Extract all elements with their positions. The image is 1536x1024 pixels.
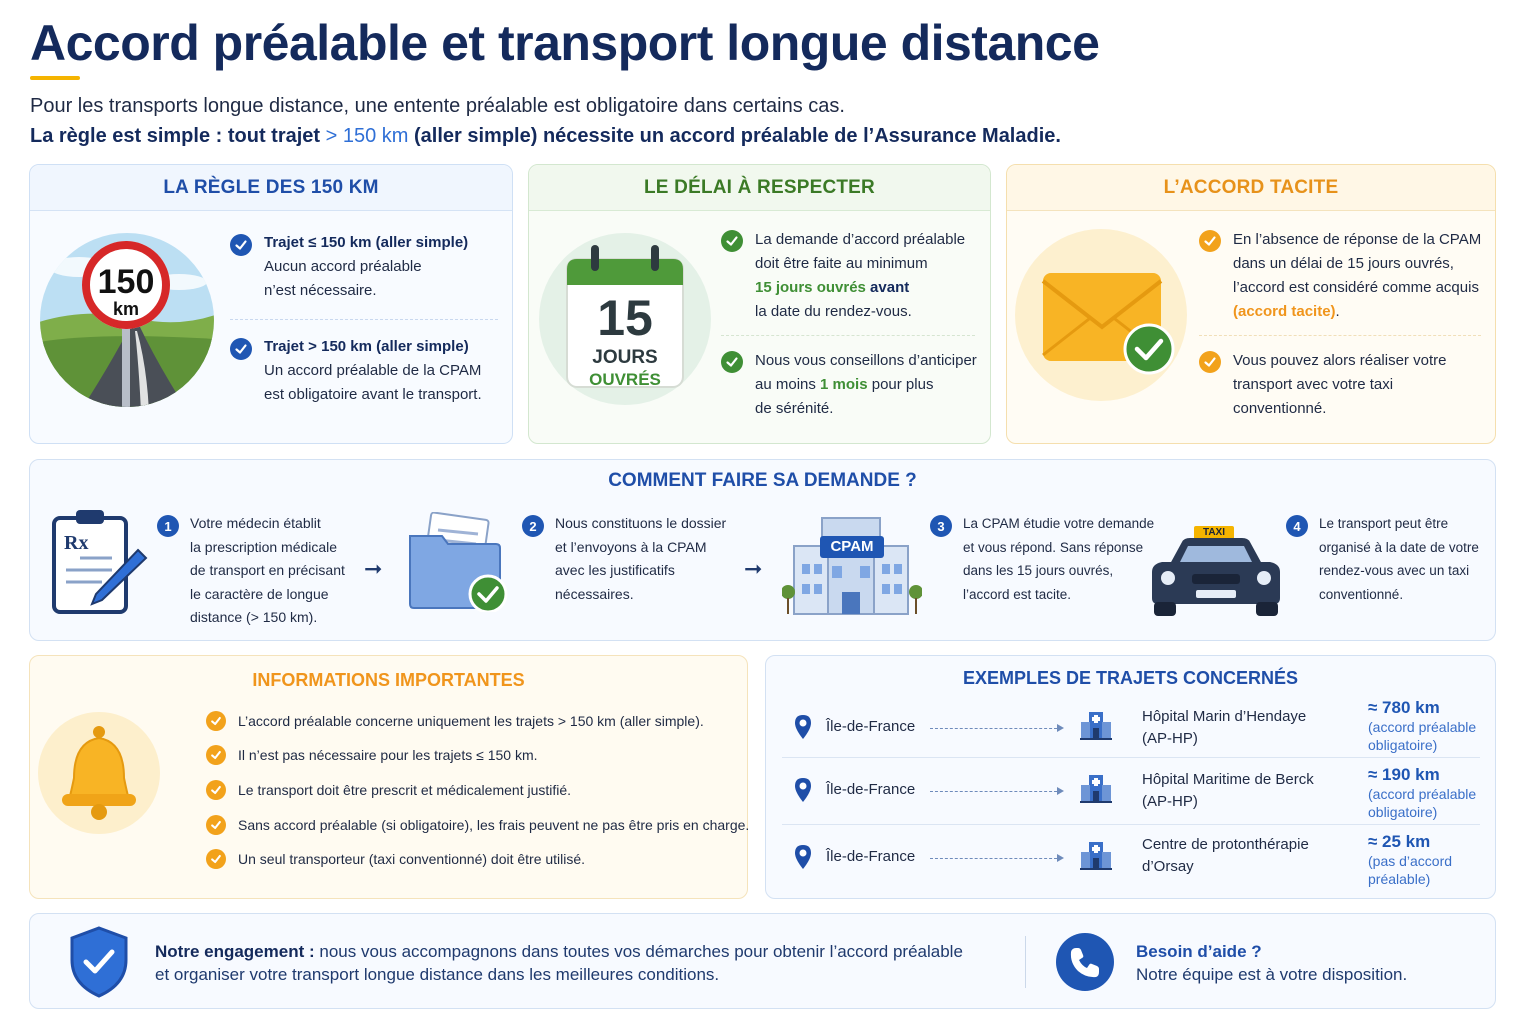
rule-card bbox=[29, 164, 513, 444]
tacit-item-1 bbox=[1233, 228, 1481, 324]
footer-card bbox=[29, 913, 1496, 1009]
step-3-line: l’accord est tacite. bbox=[963, 586, 1072, 602]
step-1-line: la prescription médicale bbox=[190, 538, 338, 555]
example-distance: ≈ 190 km bbox=[1368, 765, 1440, 784]
check-icon bbox=[206, 815, 226, 835]
calendar-line-1: JOURS bbox=[592, 347, 658, 368]
example-origin: Île-de-France bbox=[826, 718, 916, 735]
taxi-label: TAXI bbox=[1202, 527, 1226, 538]
info-item-text: Un seul transporteur (taxi conventionné) doit être utilisé. bbox=[238, 851, 586, 867]
example-note-line-2: obligatoire) bbox=[1368, 737, 1438, 753]
building-icon bbox=[782, 512, 922, 616]
help-description: Notre équipe est à votre disposition. bbox=[1136, 965, 1408, 984]
step-3-line: La CPAM étudie votre demande bbox=[963, 516, 1155, 531]
step-4-text bbox=[1319, 512, 1479, 606]
important-info-card bbox=[29, 655, 748, 899]
step-1-line: le caractère de longue bbox=[190, 585, 329, 602]
step-2-line: avec les justificatifs bbox=[555, 562, 675, 578]
example-origin: Île-de-France bbox=[826, 781, 916, 798]
info-item-text: Sans accord préalable (si obligatoire), les frais peuvent ne pas être pris en charge. bbox=[238, 817, 750, 833]
tacit-item-2 bbox=[1233, 349, 1446, 421]
road-sign-icon bbox=[39, 227, 215, 413]
rule-item-1-line-2: n’est nécessaire. bbox=[264, 282, 377, 299]
intro-line-2-b: (aller simple) nécessite un accord préalable de l’Assurance Maladie. bbox=[408, 125, 1061, 147]
help-text bbox=[1136, 940, 1407, 986]
step-2-line: nécessaires. bbox=[555, 585, 634, 602]
info-item bbox=[206, 711, 704, 731]
step-1-line: distance (> 150 km). bbox=[190, 609, 318, 625]
delay-item-2-line-2-b: pour plus bbox=[867, 376, 934, 393]
example-destination-line-2: d’Orsay bbox=[1142, 858, 1194, 875]
delay-item-2-line-1: Nous vous conseillons d’anticiper bbox=[755, 352, 977, 369]
delay-highlight: 15 jours ouvrés bbox=[755, 279, 866, 296]
info-item bbox=[206, 815, 749, 835]
step-4-line: Le transport peut être bbox=[1319, 516, 1449, 531]
arrow-icon: ➞ bbox=[744, 556, 763, 581]
info-item-text: L’accord préalable concerne uniquement les trajets > 150 km (aller simple). bbox=[238, 713, 704, 729]
engagement-text bbox=[155, 940, 963, 986]
delay-item-2-line-3: de sérénité. bbox=[755, 400, 834, 417]
hospital-icon bbox=[1080, 840, 1112, 875]
calendar-number: 15 bbox=[597, 290, 653, 346]
engagement-line-2: et organiser votre transport longue distance dans les meilleures conditions. bbox=[155, 965, 720, 984]
tacit-item-2-line-3: conventionné. bbox=[1233, 400, 1327, 417]
building-label: CPAM bbox=[830, 538, 874, 555]
engagement-line-1 bbox=[155, 940, 963, 963]
rule-card-title: LA RÈGLE DES 150 KM bbox=[30, 165, 512, 211]
location-pin-icon bbox=[794, 777, 812, 808]
tacit-item-1-line-4 bbox=[1233, 300, 1481, 324]
example-note bbox=[1368, 852, 1452, 888]
route-arrow bbox=[930, 791, 1062, 792]
rule-item-1 bbox=[264, 231, 468, 303]
check-icon bbox=[1199, 351, 1221, 373]
example-note-line-2: obligatoire) bbox=[1368, 804, 1438, 820]
taxi-icon bbox=[1146, 524, 1286, 618]
tacit-item-2-line-1: Vous pouvez alors réaliser votre bbox=[1233, 352, 1447, 369]
tacit-card-title: L’ACCORD TACITE bbox=[1007, 165, 1495, 211]
delay-item-1-line-2: doit être faite au minimum bbox=[755, 255, 928, 272]
example-destination-line-1: Hôpital Maritime de Berck bbox=[1142, 771, 1314, 788]
shield-check-icon bbox=[68, 926, 130, 1003]
intro-highlight: > 150 km bbox=[325, 125, 409, 147]
delay-item-1-line-3-b: avant bbox=[865, 279, 910, 296]
delay-item-1 bbox=[755, 228, 965, 324]
footer-divider bbox=[1025, 936, 1026, 988]
info-item bbox=[206, 849, 585, 869]
example-distance: ≈ 25 km bbox=[1368, 832, 1431, 851]
example-destination-line-1: Hôpital Marin d’Hendaye bbox=[1142, 708, 1307, 725]
step-1-line: Votre médecin établit bbox=[190, 515, 321, 531]
check-icon bbox=[230, 338, 252, 360]
sign-unit: km bbox=[112, 299, 139, 319]
intro-line-2 bbox=[30, 125, 1061, 148]
rule-item-2 bbox=[264, 335, 482, 407]
example-row bbox=[782, 826, 1480, 896]
check-icon bbox=[206, 780, 226, 800]
step-number-1: 1 bbox=[157, 515, 179, 537]
tacit-item-2-line-2: transport avec votre taxi bbox=[1233, 376, 1394, 393]
title-underline bbox=[30, 76, 80, 80]
examples-title: EXEMPLES DE TRAJETS CONCERNÉS bbox=[962, 668, 1299, 688]
step-1-text bbox=[190, 512, 345, 630]
step-3-text bbox=[963, 512, 1154, 606]
delay-item-2-line-2-a: au moins bbox=[755, 376, 821, 393]
request-steps-title: COMMENT FAIRE SA DEMANDE ? bbox=[608, 470, 917, 491]
example-origin: Île-de-France bbox=[826, 848, 916, 865]
example-row bbox=[782, 759, 1480, 825]
example-note-line-2: préalable) bbox=[1368, 871, 1431, 887]
check-icon bbox=[1199, 230, 1221, 252]
prescription-icon bbox=[50, 508, 150, 618]
step-3-line: et vous répond. Sans réponse bbox=[963, 539, 1144, 555]
step-4-line: organisé à la date de votre bbox=[1319, 539, 1479, 555]
example-distance: ≈ 780 km bbox=[1368, 698, 1440, 717]
prescription-symbol: Rx bbox=[64, 532, 89, 554]
divider bbox=[1199, 335, 1481, 336]
route-arrow bbox=[930, 728, 1062, 729]
step-2-line: Nous constituons le dossier bbox=[555, 515, 727, 531]
tacit-item-1-line-1: En l’absence de réponse de la CPAM bbox=[1233, 231, 1482, 248]
step-3-line: dans les 15 jours ouvrés, bbox=[963, 563, 1114, 578]
phone-icon[interactable] bbox=[1056, 933, 1114, 996]
check-icon bbox=[721, 230, 743, 252]
envelope-icon bbox=[1015, 229, 1187, 401]
tacit-item-1-line-2: dans un délai de 15 jours ouvrés, bbox=[1233, 255, 1454, 272]
hospital-icon bbox=[1080, 710, 1112, 745]
tacit-highlight: (accord tacite) bbox=[1233, 303, 1336, 320]
location-pin-icon bbox=[794, 714, 812, 745]
rule-item-2-title: Trajet > 150 km (aller simple) bbox=[264, 338, 469, 355]
check-icon bbox=[206, 745, 226, 765]
delay-item-1-line-3 bbox=[755, 276, 965, 300]
check-icon bbox=[230, 234, 252, 256]
example-note-line-1: (accord préalable bbox=[1368, 719, 1477, 735]
example-destination bbox=[1142, 706, 1306, 750]
divider bbox=[230, 319, 498, 320]
rule-item-2-line-2: est obligatoire avant le transport. bbox=[264, 386, 482, 403]
step-number-3: 3 bbox=[930, 515, 952, 537]
info-item-text: Le transport doit être prescrit et médicalement justifié. bbox=[238, 782, 572, 798]
delay-item-1-line-1: La demande d’accord préalable bbox=[755, 231, 966, 248]
delay-card-title: LE DÉLAI À RESPECTER bbox=[529, 165, 990, 211]
rule-item-2-line-1: Un accord préalable de la CPAM bbox=[264, 362, 482, 379]
delay-item-1-line-4: la date du rendez-vous. bbox=[755, 303, 912, 320]
delay-item-2 bbox=[755, 349, 977, 421]
location-pin-icon bbox=[794, 844, 812, 875]
tacit-card bbox=[1006, 164, 1496, 444]
important-info-title: INFORMATIONS IMPORTANTES bbox=[252, 670, 525, 690]
example-row bbox=[782, 696, 1480, 758]
step-1-line: de transport en précisant bbox=[190, 562, 345, 578]
example-note-line-1: (pas d’accord bbox=[1368, 853, 1453, 869]
arrow-icon: ➞ bbox=[364, 556, 383, 581]
tacit-item-1-line-3: l’accord est considéré comme acquis bbox=[1233, 279, 1479, 296]
info-item bbox=[206, 780, 571, 800]
example-note-line-1: (accord préalable bbox=[1368, 786, 1477, 802]
hospital-icon bbox=[1080, 773, 1112, 808]
sign-value: 150 bbox=[97, 263, 155, 301]
tacit-item-1-line-4-b: . bbox=[1335, 303, 1340, 320]
intro-line-2-a: La règle est simple : tout trajet bbox=[30, 125, 326, 147]
rule-item-1-title: Trajet ≤ 150 km (aller simple) bbox=[264, 234, 469, 251]
route-arrow bbox=[930, 858, 1062, 859]
folder-icon bbox=[408, 512, 512, 612]
calendar-line-2: OUVRÉS bbox=[589, 370, 661, 389]
example-destination-line-2: (AP-HP) bbox=[1142, 793, 1198, 810]
example-destination-line-1: Centre de protonthérapie bbox=[1142, 836, 1309, 853]
step-4-line: rendez-vous avec un taxi bbox=[1319, 563, 1470, 578]
divider bbox=[721, 335, 975, 336]
engagement-label: Notre engagement : bbox=[155, 942, 315, 961]
intro-line-1: Pour les transports longue distance, une entente préalable est obligatoire dans certains cas. bbox=[30, 95, 845, 117]
info-item-text: Il n’est pas nécessaire pour les trajets ≤ 150 km. bbox=[238, 747, 538, 763]
examples-card bbox=[765, 655, 1496, 899]
example-note bbox=[1368, 718, 1476, 754]
step-2-text bbox=[555, 512, 726, 606]
example-destination-line-2: (AP-HP) bbox=[1142, 730, 1198, 747]
example-destination bbox=[1142, 769, 1314, 813]
step-number-2: 2 bbox=[522, 515, 544, 537]
step-number-4: 4 bbox=[1286, 515, 1308, 537]
example-note bbox=[1368, 785, 1476, 821]
info-item bbox=[206, 745, 538, 765]
example-destination bbox=[1142, 834, 1309, 878]
bell-icon bbox=[38, 712, 160, 834]
check-icon bbox=[206, 711, 226, 731]
request-steps-card bbox=[29, 459, 1496, 641]
step-4-line: conventionné. bbox=[1319, 586, 1404, 602]
check-icon bbox=[206, 849, 226, 869]
delay-item-2-line-2 bbox=[755, 373, 977, 397]
calendar-icon bbox=[539, 233, 711, 405]
advice-highlight: 1 mois bbox=[820, 376, 868, 393]
rule-item-1-line-1: Aucun accord préalable bbox=[264, 258, 422, 275]
check-icon bbox=[721, 351, 743, 373]
step-2-line: et l’envoyons à la CPAM bbox=[555, 538, 707, 555]
delay-card bbox=[528, 164, 991, 444]
page-title: Accord préalable et transport longue distance bbox=[30, 15, 1100, 71]
help-title: Besoin d’aide ? bbox=[1136, 942, 1262, 961]
engagement-line-1-text: nous vous accompagnons dans toutes vos démarches pour obtenir l’accord préalable bbox=[314, 942, 963, 961]
